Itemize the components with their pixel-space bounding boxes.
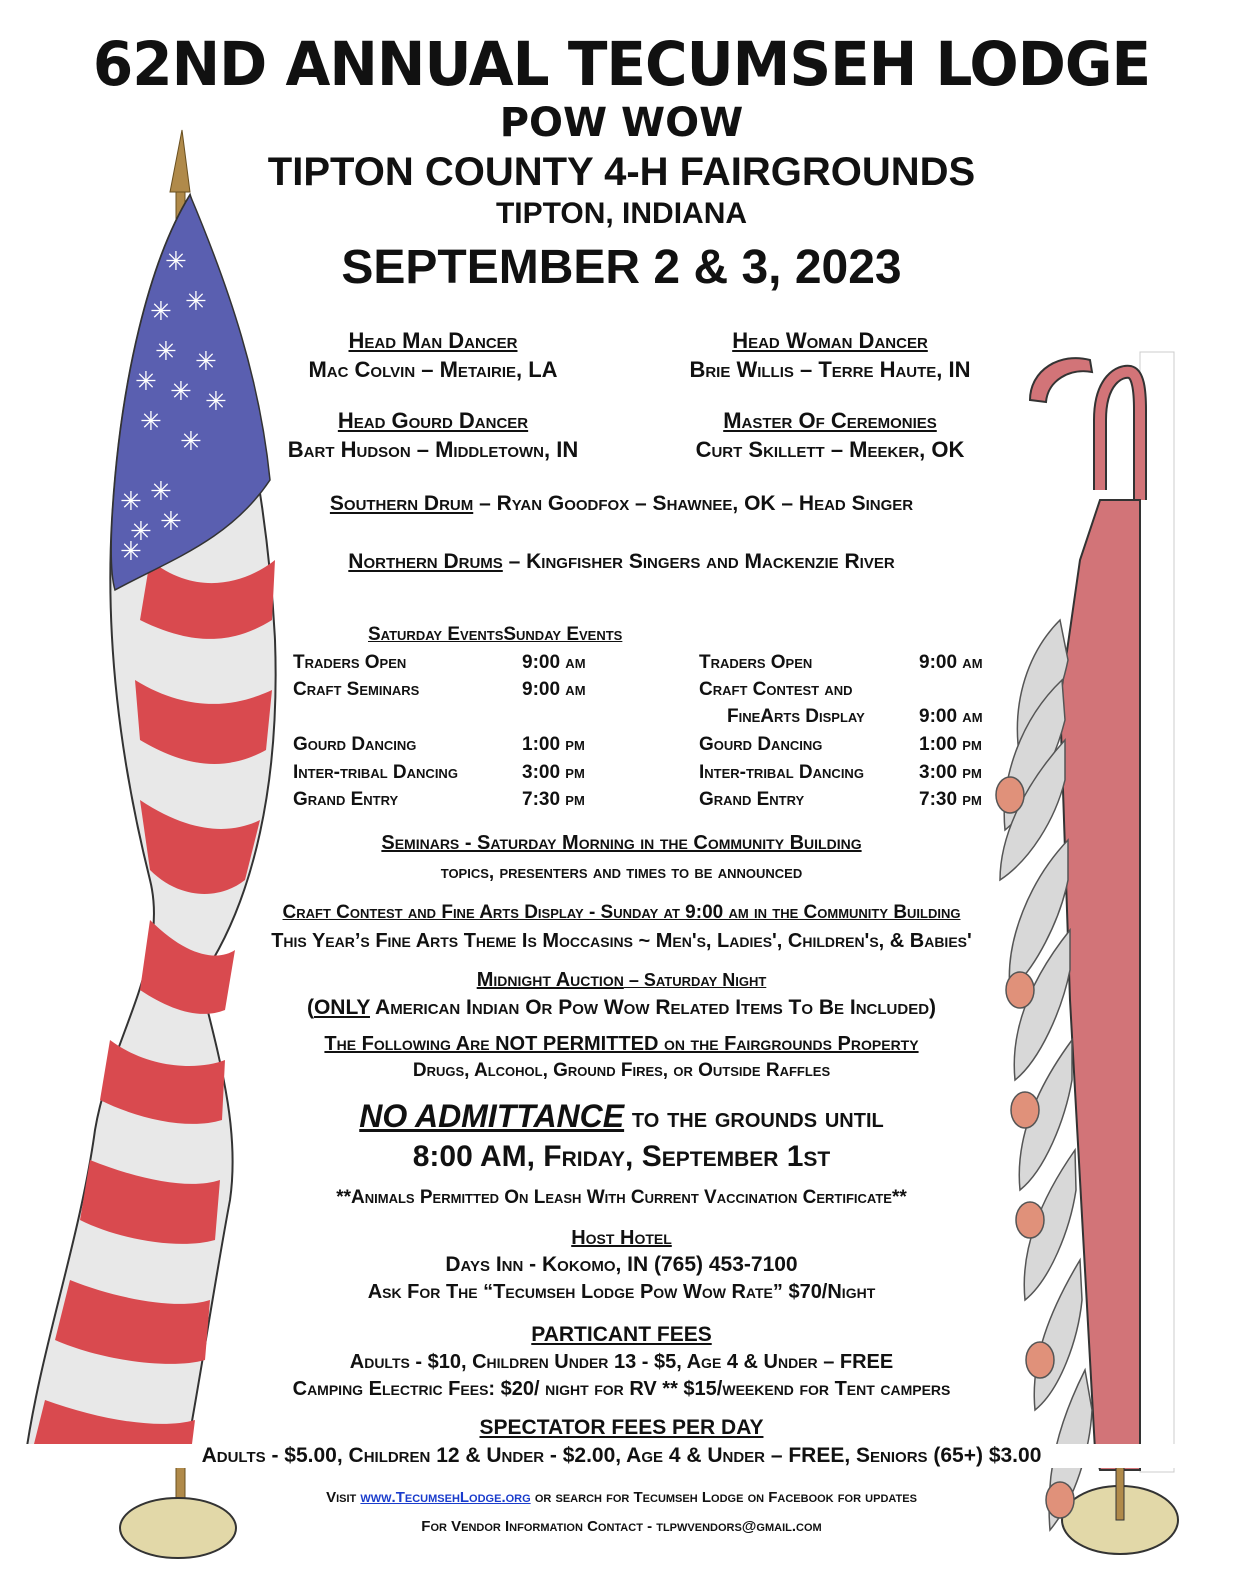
- sun-event: Gourd Dancing: [699, 734, 823, 755]
- participant-fees-line2: Camping Electric Fees: $20/ night for RV ** $15/weekend for Tent campers: [292, 1378, 951, 1400]
- sun-time: 9:00 am: [919, 706, 983, 727]
- sat-time: 9:00 am: [522, 652, 586, 673]
- svg-text:✳: ✳: [120, 536, 142, 566]
- schedule-heading: Saturday EventsSunday Events: [368, 624, 623, 645]
- sat-event: Inter-tribal Dancing: [293, 762, 458, 783]
- participant-fees-heading: PARTICANT FEES: [531, 1323, 712, 1346]
- participant-fees-line1: Adults - $10, Children Under 13 - $5, Age 4 & Under – FREE: [349, 1351, 894, 1373]
- svg-text:✳: ✳: [150, 296, 172, 326]
- visit-suffix: or search for Tecumseh Lodge on Facebook for updates: [530, 1489, 917, 1506]
- sun-event: Grand Entry: [699, 789, 805, 810]
- website-link[interactable]: www.TecumsehLodge.org: [360, 1489, 531, 1506]
- craft-theme: This Year’s Fine Arts Theme Is Moccasins ~ Men's, Ladies', Children's, & Babies': [271, 930, 972, 952]
- spectator-fees-heading: SPECTATOR FEES PER DAY: [479, 1416, 764, 1439]
- sat-time: 9:00 am: [522, 679, 586, 700]
- sun-time: 9:00 am: [919, 652, 983, 673]
- head-woman-label: Head Woman Dancer: [732, 328, 928, 353]
- auction-paren: (: [306, 996, 314, 1019]
- sun-event: FineArts Display: [727, 706, 865, 727]
- sun-time: 3:00 pm: [919, 762, 982, 783]
- svg-text:✳: ✳: [160, 506, 182, 536]
- vendor-contact: For Vendor Information Contact - tlpwvendors@gmail.com: [421, 1518, 822, 1535]
- head-gourd-name: Bart Hudson – Middletown, IN: [287, 437, 579, 462]
- svg-text:✳: ✳: [185, 286, 207, 316]
- head-man-name: Mac Colvin – Metairie, LA: [308, 357, 558, 382]
- svg-text:✳: ✳: [180, 426, 202, 456]
- admittance-time: 8:00 AM, Friday, September 1st: [412, 1140, 831, 1173]
- auction-only: ONLY: [313, 996, 370, 1019]
- visit-prefix: Visit: [326, 1489, 361, 1506]
- svg-text:✳: ✳: [135, 366, 157, 396]
- svg-text:✳: ✳: [195, 346, 217, 376]
- sat-time: 1:00 pm: [522, 734, 585, 755]
- no-admittance: NO ADMITTANCE: [359, 1098, 625, 1134]
- sat-event: Grand Entry: [293, 789, 399, 810]
- auction-rule: [0, 996, 1243, 1020]
- svg-text:✳: ✳: [170, 376, 192, 406]
- auction-text: American Indian Or Pow Wow Related Items To Be Included): [369, 996, 937, 1019]
- city: TIPTON, INDIANA: [495, 197, 748, 230]
- event-dates: SEPTEMBER 2 & 3, 2023: [341, 241, 902, 294]
- svg-text:✳: ✳: [165, 246, 187, 276]
- staff-crook-tip: [1030, 358, 1092, 402]
- svg-text:✳: ✳: [120, 486, 142, 516]
- sun-time: 1:00 pm: [919, 734, 982, 755]
- svg-text:✳: ✳: [130, 516, 152, 546]
- visit-line: [0, 1489, 1243, 1506]
- southern-drum: [0, 492, 1243, 516]
- sat-event: Traders Open: [293, 652, 407, 673]
- sun-event: Craft Contest and: [699, 679, 853, 700]
- sun-time: 7:30 pm: [919, 789, 982, 810]
- hotel-heading: Host Hotel: [571, 1227, 672, 1249]
- svg-text:✳: ✳: [150, 476, 172, 506]
- mc-label: Master Of Ceremonies: [723, 408, 937, 433]
- admittance-line: [0, 1098, 1243, 1135]
- event-title: 62ND ANNUAL TECUMSEH LODGE: [92, 28, 1151, 100]
- spectator-fees-line1: Adults - $5.00, Children 12 & Under - $2.00, Age 4 & Under – FREE, Seniors (65+) $3.00: [0, 1444, 1243, 1468]
- sun-event: Inter-tribal Dancing: [699, 762, 864, 783]
- auction-when: – Saturday Night: [623, 970, 767, 990]
- northern-drums-label: Northern Drums: [348, 550, 503, 573]
- rules-heading: The Following Are NOT PERMITTED on the Fairgrounds Property: [324, 1033, 919, 1055]
- northern-drums-text: – Kingfisher Singers and Mackenzie River: [502, 550, 895, 573]
- sat-time: 7:30 pm: [522, 789, 585, 810]
- auction-heading: [0, 969, 1243, 992]
- rules-text: Drugs, Alcohol, Ground Fires, or Outside Raffles: [412, 1060, 831, 1081]
- animals-note: **Animals Permitted On Leash With Current Vaccination Certificate**: [336, 1187, 907, 1208]
- southern-drum-label: Southern Drum: [329, 492, 474, 515]
- sat-event: Gourd Dancing: [293, 734, 417, 755]
- mc-name: Curt Skillett – Meeker, OK: [695, 437, 965, 462]
- head-man-label: Head Man Dancer: [348, 328, 518, 353]
- craft-heading: Craft Contest and Fine Arts Display - Sunday at 9:00 am in the Community Building: [282, 902, 961, 923]
- sun-event: Traders Open: [699, 652, 813, 673]
- admittance-rest: to the grounds until: [624, 1102, 884, 1133]
- svg-text:✳: ✳: [205, 386, 227, 416]
- sat-event: Craft Seminars: [293, 679, 420, 700]
- svg-text:✳: ✳: [155, 336, 177, 366]
- hotel-line2: Ask For The “Tecumseh Lodge Pow Wow Rate” $70/Night: [367, 1281, 876, 1303]
- auction-title: Midnight Auction: [476, 969, 624, 991]
- head-woman-name: Brie Willis – Terre Haute, IN: [689, 357, 971, 382]
- northern-drums: [0, 550, 1243, 574]
- event-title-line2: POW WOW: [499, 100, 744, 146]
- venue: TIPTON COUNTY 4-H FAIRGROUNDS: [267, 150, 976, 194]
- southern-drum-text: – Ryan Goodfox – Shawnee, OK – Head Singer: [473, 492, 914, 515]
- seminars-heading: Seminars - Saturday Morning in the Community Building: [381, 832, 862, 854]
- svg-text:✳: ✳: [140, 406, 162, 436]
- hotel-line1: Days Inn - Kokomo, IN (765) 453-7100: [445, 1253, 798, 1276]
- seminars-text: topics, presenters and times to be announced: [440, 862, 803, 883]
- sat-time: 3:00 pm: [522, 762, 585, 783]
- head-gourd-label: Head Gourd Dancer: [337, 408, 529, 433]
